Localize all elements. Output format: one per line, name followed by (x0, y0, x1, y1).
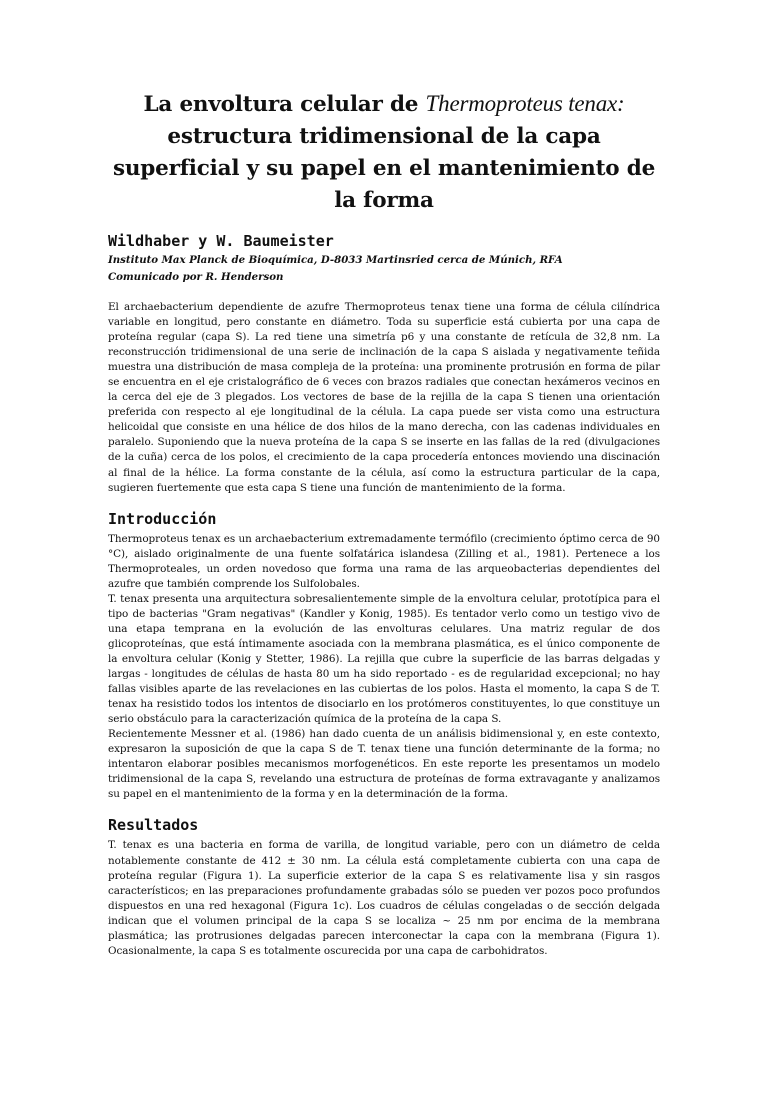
title-prefix: La envoltura celular de (143, 92, 426, 117)
abstract (108, 300, 660, 496)
affiliation: Instituto Max Planck de Bioquímica, D-8033 Martinsried cerca de Múnich, RFA (108, 254, 563, 266)
intro-paragraph-2: T. tenax presenta una arquitectura sobresalientemente simple de la envoltura celular, prototípica para el tipo de bacterias "Gram negativas" (Kandler y Konig, 1985). Es tentador verlo como un testigo vivo de una etapa temprana en la evolución de las envolturas celulares. Una matriz regular de dos glicoproteínas, que está íntimamente asociada con la membrana plasmática, es el único componente de la envoltura celular (Konig y Stetter, 1986). La rejilla que cubre la superficie de las barras delgadas y largas - longitudes de células de hasta 80 um ha sido reportado - es de regularidad excepcional; no hay fallas visibles aparte de las revelaciones en las cubiertas de los polos. Hasta el momento, la capa S de T. tenax ha resistido todos los intentos de disociarlo en los protómeros constituyentes, lo que constituye un serio obstáculo para la caracterización química de la proteína de la capa S. (108, 592, 660, 726)
results-paragraph-1: T. tenax es una bacteria en forma de varilla, de longitud variable, pero con un diámetro de celda notablemente constante de 412 ± 30 nm. La célula está completamente cubierta con una capa de proteína regular (Figura 1). La superficie exterior de la capa S es relativamente lisa y sin rasgos característicos; en las preparaciones profundamente grabadas sólo se pueden ver pozos poco profundos dispuestos en una red hexagonal (Figura 1c). Los cuadros de células congeladas o de sección delgada indican que el volumen principal de la capa S se localiza ~ 25 nm por encima de la membrana plasmática; las protrusiones delgadas parecen interconectar la capa con la membrana (Figura 1). Ocasionalmente, la capa S es totalmente oscurecida por una capa de carbohidratos. (108, 839, 660, 957)
title-suffix: estructura tridimensional de la capa superficial y su papel en el mantenimiento de la forma (112, 124, 656, 213)
section-heading-introduction: Introducción (108, 509, 217, 528)
paper-title (108, 88, 660, 217)
intro-paragraph-1: Thermoproteus tenax es un archaebacterium extremadamente termófilo (crecimiento óptimo cerca de 90 °C), aislado originalmente de una fuente solfatárica islandesa (Zilling et al., 1981). Pertenece a los Thermoproteales, un orden novedoso que forma una rama de las arqueobacterias dependientes del azufre que también comprende los Sulfolobales. (108, 532, 660, 590)
document-page (0, 88, 768, 1112)
communicated-by: Comunicado por R. Henderson (108, 271, 284, 283)
authors: Wildhaber y W. Baumeister (108, 232, 334, 250)
intro-paragraph-3: Recientemente Messner et al. (1986) han dado cuenta de un análisis bidimensional y, en este contexto, expresaron la suposición de que la capa S de T. tenax tiene una función determinante de la forma; no intentaron elaborar posibles mecanismos morfogenéticos. En este reporte les presentamos un modelo tridimensional de la capa S, revelando una estructura de proteínas de forma extravagante y analizamos su papel en el mantenimiento de la forma y en la determinación de la forma. (108, 728, 660, 801)
abstract-text: El archaebacterium dependiente de azufre Thermoproteus tenax tiene una forma de célula cilíndrica variable en longitud, pero constante en diámetro. Toda su superficie está cubierta por una capa de proteína regular (capa S). La red tiene una simetría p6 y una constante de retícula de 32,8 nm. La reconstrucción tridimensional de una serie de inclinación de la capa S aislada y negativamente teñida muestra una distribución de masa compleja de la proteína: una prominente protrusión en forma de pilar se encuentra en el eje cristalográfico de 6 veces con brazos radiales que conectan hexámeros vecinos en la cerca del eje de 3 plegados. Los vectores de base de la rejilla de la capa S tienen una orientación preferida con respecto al eje longitudinal de la célula. La capa puede ser vista como una estructura helicoidal que consiste en una hélice de dos hilos de la mano derecha, con las cadenas individuales en paralelo. Suponiendo que la nueva proteína de la capa S se inserte en las fallas de la red (divulgaciones de la cuña) cerca de los polos, el crecimiento de la capa procedería entonces moviendo una discinación al final de la hélice. La forma constante de la célula, así como la estructura particular de la capa, sugieren fuertemente que esta capa S tiene una función de mantenimiento de la forma. (108, 301, 660, 494)
section-heading-results: Resultados (108, 816, 199, 835)
title-species: Thermoproteus tenax: (425, 91, 625, 116)
